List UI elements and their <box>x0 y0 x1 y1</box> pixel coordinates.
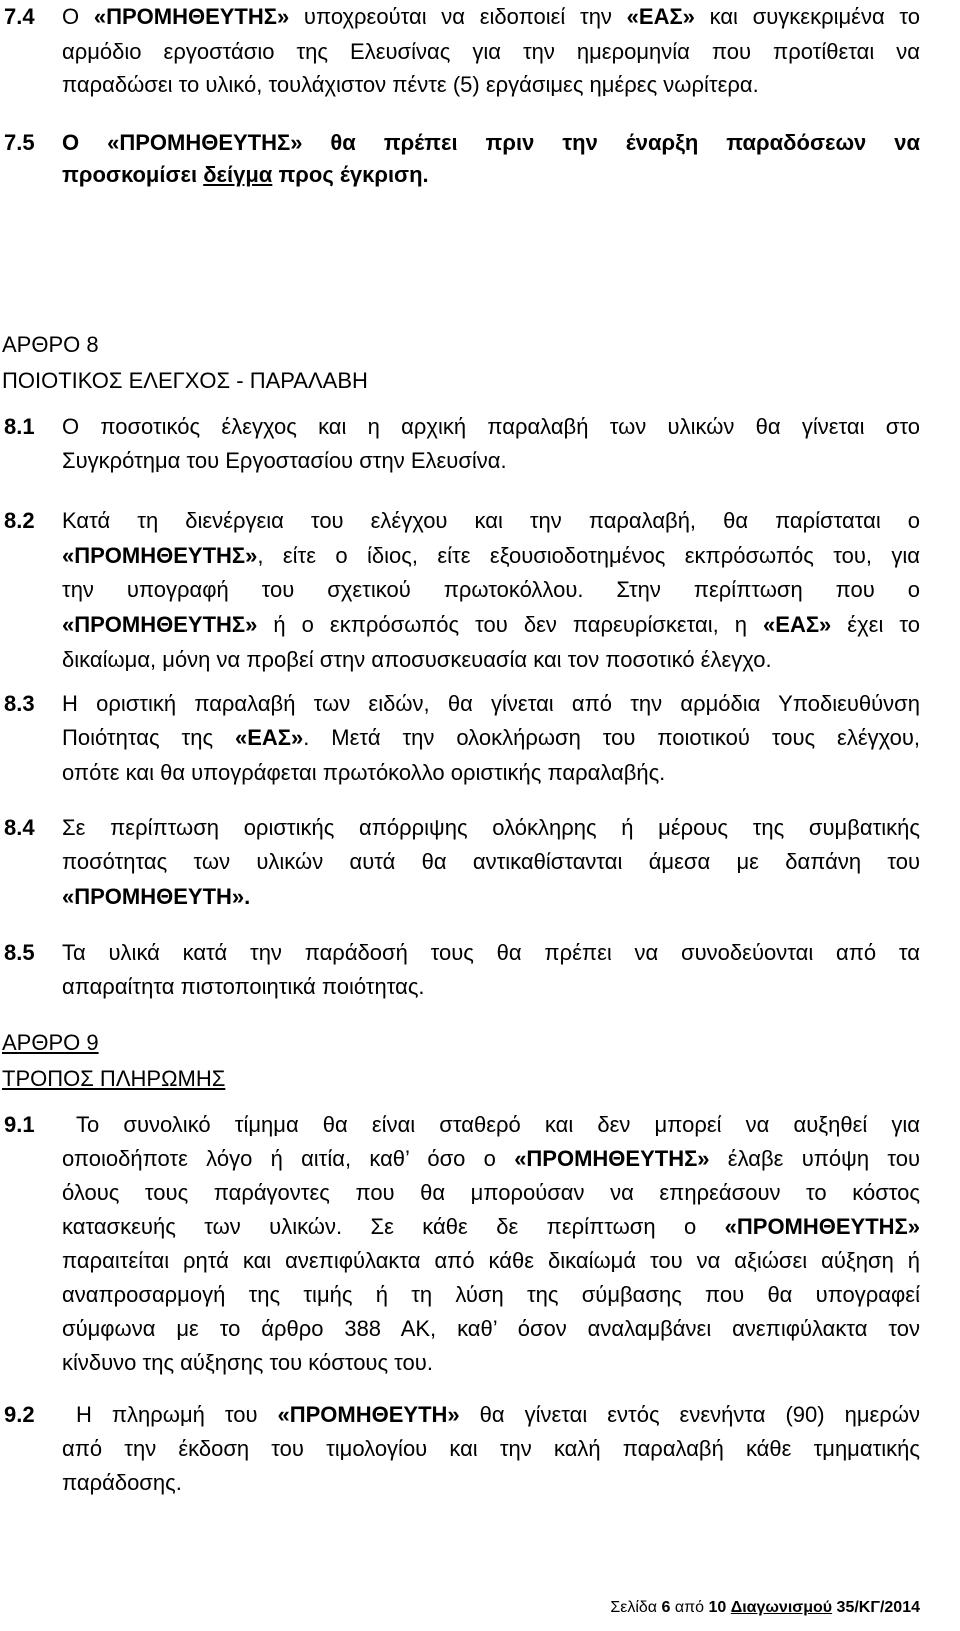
paragraph-line: Συγκρότημα του Εργοστασίου στην Ελευσίνα. <box>62 448 507 473</box>
paragraph-line: παράδοσης. <box>62 1470 182 1495</box>
section-number: 7.4 <box>4 4 35 29</box>
paragraph-line: Η οριστική παραλαβή των ειδών, θα γίνεται από την αρμόδια Υποδιευθύνση <box>62 691 920 716</box>
section-number: 7.5 <box>4 130 35 155</box>
paragraph-line: απαραίτητα πιστοποιητικά ποιότητας. <box>62 974 425 999</box>
paragraph-line: κατασκευής των υλικών. Σε κάθε δε περίπτωση ο «ΠΡΟΜΗΘΕΥΤΗΣ» <box>62 1214 920 1239</box>
paragraph-line: Ο ποσοτικός έλεγχος και η αρχική παραλαβή των υλικών θα γίνεται στο <box>62 414 920 439</box>
paragraph-line: Κατά τη διενέργεια του ελέγχου και την παραλαβή, θα παρίσταται ο <box>62 508 920 533</box>
paragraph-line: την υπογραφή του σχετικού πρωτοκόλλου. Στην περίπτωση που ο <box>62 577 920 602</box>
page-footer: Σελίδα 6 από 10 Διαγωνισμού 35/ΚΓ/2014 <box>610 1599 920 1616</box>
article-title: ΑΡΘΡΟ 8 <box>2 332 99 357</box>
paragraph-line: αναπροσαρμογή της τιμής ή τη λύση της σύμβασης που θα υπογραφεί <box>62 1282 920 1307</box>
paragraph-line: αρμόδιο εργοστάσιο της Ελευσίνας για την ημερομηνία που προτίθεται να <box>62 39 920 64</box>
paragraph-line: «ΠΡΟΜΗΘΕΥΤΗΣ» ή ο εκπρόσωπός του δεν παρευρίσκεται, η «ΕΑΣ» έχει το <box>62 612 921 637</box>
paragraph-line: σύμφωνα με το άρθρο 388 ΑΚ, καθ’ όσον αναλαμβάνει ανεπιφύλακτα τον <box>62 1316 920 1341</box>
page-total: 10 <box>708 1599 727 1616</box>
section-number: 8.3 <box>4 691 35 716</box>
paragraph-line: Σε περίπτωση οριστικής απόρριψης ολόκληρης ή μέρους της συμβατικής <box>62 815 920 840</box>
sample-link-text: δείγμα <box>203 162 273 187</box>
paragraph-line: δικαίωμα, μόνη να προβεί στην αποσυσκευασία και τον ποσοτικό έλεγχο. <box>62 647 772 672</box>
paragraph-line: «ΠΡΟΜΗΘΕΥΤΗ». <box>62 884 251 909</box>
paragraph-line: Ο «ΠΡΟΜΗΘΕΥΤΗΣ» θα πρέπει πριν την έναρξη παραδόσεων να <box>62 130 920 155</box>
page-number: 6 <box>661 1599 671 1616</box>
paragraph-line: «ΠΡΟΜΗΘΕΥΤΗΣ», είτε ο ίδιος, είτε εξουσιοδοτημένος εκπρόσωπός του, για <box>62 543 920 568</box>
paragraph-line: Το συνολικό τίμημα θα είναι σταθερό και δεν μπορεί να αυξηθεί για <box>76 1112 920 1137</box>
article-subtitle: ΤΡΟΠΟΣ ΠΛΗΡΩΜΗΣ <box>2 1066 226 1091</box>
section-number: 9.2 <box>4 1402 35 1427</box>
paragraph-line: όλους τους παράγοντες που θα μπορούσαν να επηρεάσουν το κόστος <box>62 1180 920 1205</box>
section-number: 8.5 <box>4 940 35 965</box>
section-number: 8.1 <box>4 414 35 439</box>
paragraph-line: οποιοδήποτε λόγο ή αιτία, καθ’ όσο ο «ΠΡΟΜΗΘΕΥΤΗΣ» έλαβε υπόψη του <box>62 1146 920 1171</box>
paragraph-line: Ποιότητας της «ΕΑΣ». Μετά την ολοκλήρωση του ποιοτικού τους ελέγχου, <box>62 725 920 750</box>
paragraph-line: ποσότητας των υλικών αυτά θα αντικαθίστανται άμεσα με δαπάνη του <box>62 849 920 874</box>
paragraph-line: οπότε και θα υπογράφεται πρωτόκολλο οριστικής παραλαβής. <box>62 760 666 785</box>
paragraph-line: προσκομίσει δείγμα προς έγκριση. <box>62 162 429 187</box>
paragraph-line: κίνδυνο της αύξησης του κόστους του. <box>62 1350 433 1375</box>
paragraph-line: Ο «ΠΡΟΜΗΘΕΥΤΗΣ» υποχρεούται να ειδοποιεί την «ΕΑΣ» και συγκεκριμένα το <box>62 4 921 29</box>
paragraph-line: παραδώσει το υλικό, τουλάχιστον πέντε (5) εργάσιμες ημέρες νωρίτερα. <box>62 72 759 97</box>
section-number: 9.1 <box>4 1112 35 1137</box>
article-subtitle: ΠΟΙΟΤΙΚΟΣ ΕΛΕΓΧΟΣ - ΠΑΡΑΛΑΒΗ <box>2 368 368 393</box>
article-title: ΑΡΘΡΟ 9 <box>2 1030 99 1055</box>
paragraph-line: από την έκδοση του τιμολογίου και την καλή παραλαβή κάθε τμηματικής <box>62 1436 920 1461</box>
paragraph-line: Η πληρωμή του «ΠΡΟΜΗΘΕΥΤΗ» θα γίνεται εντός ενενήντα (90) ημερών <box>76 1402 920 1427</box>
section-number: 8.2 <box>4 508 35 533</box>
paragraph-line: παραιτείται ρητά και ανεπιφύλακτα από κάθε δικαίωμά του να αξιώσει αύξηση ή <box>62 1248 920 1273</box>
section-number: 8.4 <box>4 815 35 840</box>
paragraph-line: Τα υλικά κατά την παράδοσή τους θα πρέπει να συνοδεύονται από τα <box>62 940 920 965</box>
